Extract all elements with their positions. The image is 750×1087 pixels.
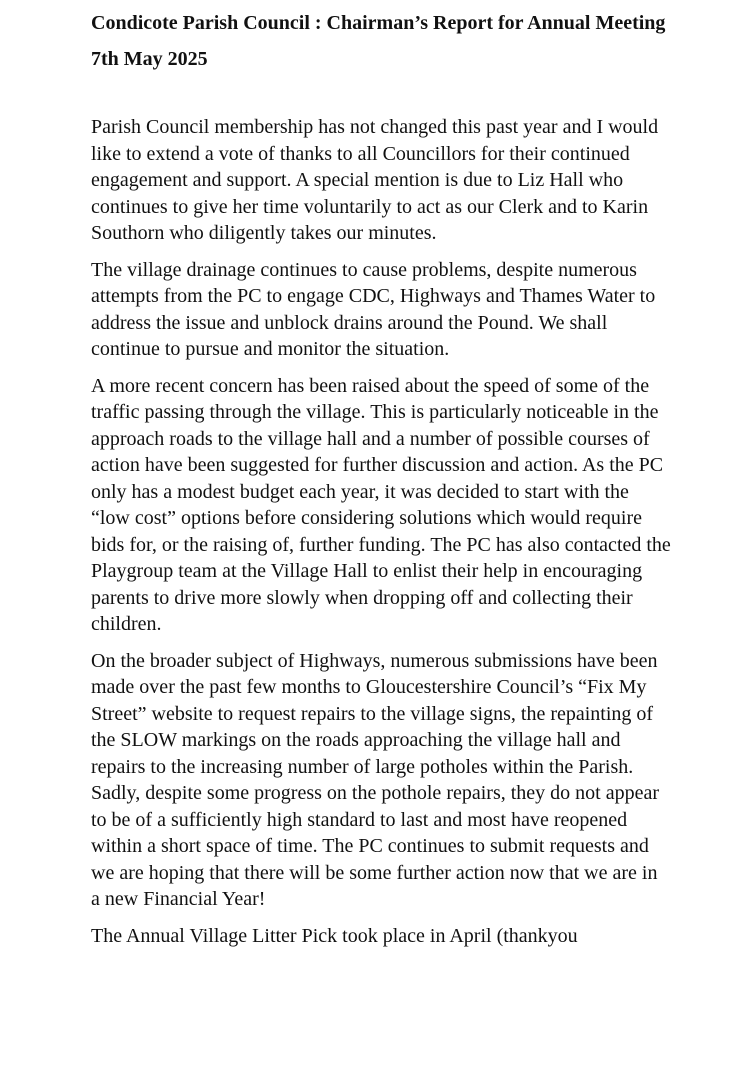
document-title: Condicote Parish Council : Chairman’s Report for Annual Meeting — [91, 12, 666, 34]
paragraph-highways: On the broader subject of Highways, numerous submissions have been made over the past few months to Gloucestershire Council’s “Fix My Street” website to request repairs to the village signs, the repainting of the SLOW markings on the roads approaching the village hall and repairs to the increasing number of large potholes within the Parish. Sadly, despite some progress on the pothole repairs, they do not appear to be of a sufficiently high standard to last and most have reopened within a short space of time. The PC continues to submit requests and we are hoping that there will be some further action now that we are in a new Financial Year! — [91, 649, 660, 910]
document-body — [91, 114, 671, 949]
paragraph-litter-pick: The Annual Village Litter Pick took place in April (thankyou — [91, 924, 578, 947]
paragraph-membership: Parish Council membership has not changed this past year and I would like to extend a vote of thanks to all Councillors for their continued engagement and support. A special mention is due to Liz Hall who continues to give her time voluntarily to act as our Clerk and to Karin Southorn who diligently takes our minutes. — [91, 116, 659, 244]
document-page — [91, 10, 671, 959]
paragraph-traffic-speed: A more recent concern has been raised about the speed of some of the traffic passing through the village. This is particularly noticeable in the approach roads to the village hall and a number of possible courses of action have been suggested for further discussion and action. As the PC only has a modest budget each year, it was decided to start with the “low cost” options before considering solutions which would require bids for, or the raising of, further funding. The PC has also contacted the Playgroup team at the Village Hall to enlist their help in encouraging parents to drive more slowly when dropping off and collecting their children. — [91, 374, 671, 635]
document-date: 7th May 2025 — [91, 48, 208, 70]
paragraph-drainage: The village drainage continues to cause problems, despite numerous attempts from the PC to engage CDC, Highways and Thames Water to address the issue and unblock drains around the Pound. We shall continue to pursue and monitor the situation. — [91, 258, 656, 360]
